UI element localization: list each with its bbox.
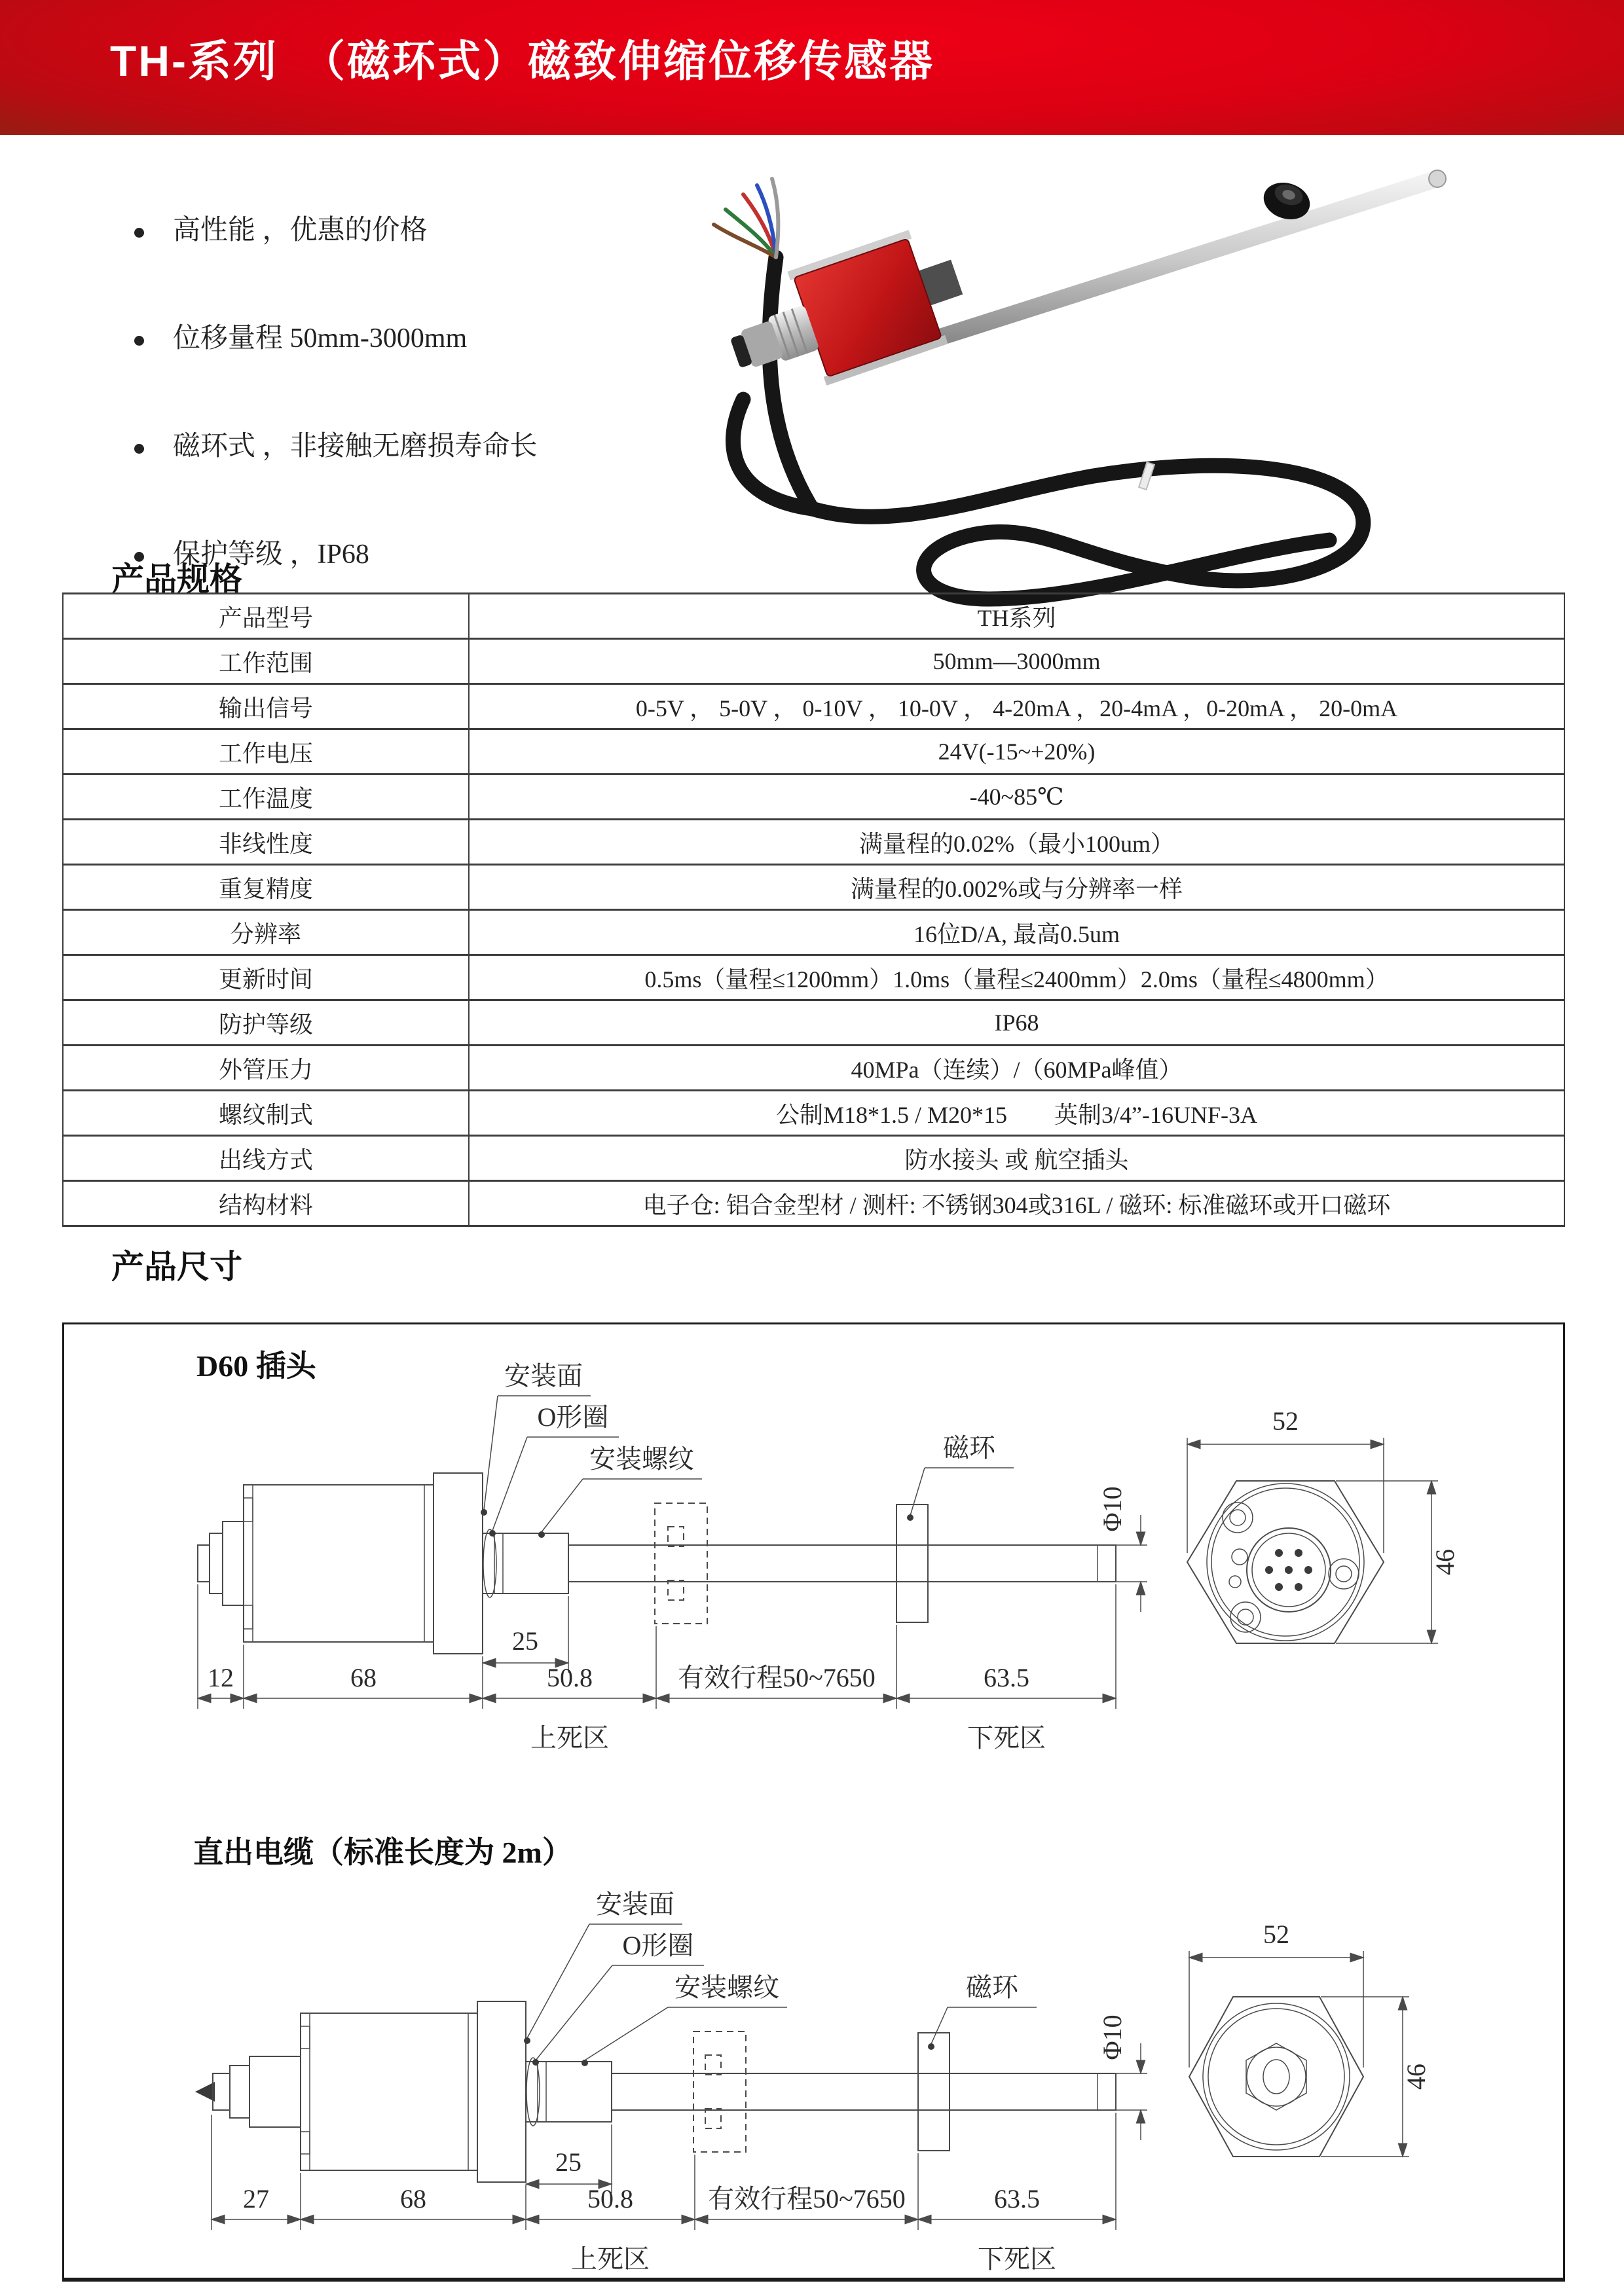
spec-label: 非线性度 <box>63 820 469 865</box>
specs-table <box>62 592 1565 1227</box>
dim-phi10 <box>1098 2014 1147 2140</box>
dim-25: 25 <box>512 1626 538 1656</box>
spec-label: 工作电压 <box>63 729 469 774</box>
spec-label: 出线方式 <box>63 1136 469 1181</box>
dim-52: 52 <box>1263 1920 1289 1949</box>
spec-value: 满量程的0.02%（最小100um） <box>469 820 1564 865</box>
label-mount-face: 安装面 <box>504 1361 583 1391</box>
dim-12: 12 <box>208 1663 234 1692</box>
leader-labels <box>481 1361 1014 1538</box>
feature-text: 保护等级 ，IP68 <box>173 539 369 570</box>
spec-label: 产品型号 <box>63 594 469 639</box>
connector-face <box>1229 1528 1331 1612</box>
table-row <box>63 820 1564 865</box>
spec-label: 更新时间 <box>63 955 469 1000</box>
spec-value: 公制M18*1.5 / M20*15 英制3/4”-16UNF-3A <box>469 1091 1564 1136</box>
spec-label: 工作范围 <box>63 639 469 684</box>
table-row <box>63 865 1564 910</box>
spec-value: 16位D/A, 最高0.5um <box>469 910 1564 955</box>
dim-25: 25 <box>555 2147 581 2177</box>
table-row <box>63 684 1564 729</box>
dims-heading: 产品尺寸 <box>111 1248 242 1285</box>
dim-68: 68 <box>350 1663 377 1692</box>
spec-value: 40MPa（连续）/（60MPa峰值） <box>469 1046 1564 1091</box>
bullet-icon <box>134 228 144 238</box>
dim-68: 68 <box>400 2184 426 2214</box>
table-row <box>63 1136 1564 1181</box>
label-magnet: 磁环 <box>943 1433 995 1463</box>
end-view-hex <box>1189 1920 1431 2157</box>
feature-item <box>134 208 428 247</box>
label-upper-deadzone: 上死区 <box>571 2244 650 2274</box>
table-row <box>63 955 1564 1000</box>
spec-value: 24V(-15~+20%) <box>469 729 1564 774</box>
table-row <box>63 729 1564 774</box>
dim-52: 52 <box>1272 1406 1299 1436</box>
table-row <box>63 1181 1564 1226</box>
dim-50-8: 50.8 <box>547 1663 593 1692</box>
bullet-icon <box>134 336 144 346</box>
side-view <box>195 2001 1116 2182</box>
table-row <box>63 910 1564 955</box>
specs-heading: 产品规格 <box>111 561 242 598</box>
table-row <box>63 1000 1564 1046</box>
label-o-ring: O形圈 <box>622 1931 694 1960</box>
table-row <box>63 1046 1564 1091</box>
header-banner <box>0 0 1624 135</box>
spec-value: 防水接头 或 航空插头 <box>469 1136 1564 1181</box>
feature-text: 位移量程 50mm-3000mm <box>173 323 468 354</box>
end-view-d60 <box>1187 1406 1460 1643</box>
label-mount-face: 安装面 <box>596 1889 674 1919</box>
label-mount-thread: 安装螺纹 <box>674 1973 779 2002</box>
sensor-body <box>716 220 976 410</box>
open-magnet-ring <box>693 2032 746 2152</box>
drawing2-title: 直出电缆（标准长度为 2m） <box>193 1836 572 1869</box>
table-row <box>63 639 1564 684</box>
d60-drawing <box>65 1322 1559 1781</box>
feature-text: 高性能 ，优惠的价格 <box>173 215 428 246</box>
dim-63-5: 63.5 <box>994 2184 1040 2214</box>
table-row <box>63 1091 1564 1136</box>
bottom-dimensions <box>198 1584 1116 1753</box>
label-lower-deadzone: 下死区 <box>967 1723 1046 1753</box>
sensor-rod <box>930 170 1446 340</box>
magnet-ring-outline <box>896 1504 928 1622</box>
dim-50-8: 50.8 <box>587 2184 633 2214</box>
spec-label: 输出信号 <box>63 684 469 729</box>
dim-27: 27 <box>243 2184 269 2214</box>
feature-text: 磁环式 ，非接触无磨损寿命长 <box>173 431 538 462</box>
dim-46: 46 <box>1401 2064 1431 2090</box>
spec-value: 50mm—3000mm <box>469 639 1564 684</box>
spec-label: 重复精度 <box>63 865 469 910</box>
center-nut <box>1246 2043 1306 2110</box>
spec-value: 满量程的0.002%或与分辨率一样 <box>469 865 1564 910</box>
magnet-ring-outline <box>918 2033 950 2151</box>
bullet-icon <box>134 444 144 454</box>
table-row <box>63 594 1564 639</box>
spec-label: 结构材料 <box>63 1181 469 1226</box>
dim-63-5: 63.5 <box>984 1663 1029 1692</box>
spec-value: 0.5ms（量程≤1200mm）1.0ms（量程≤2400mm）2.0ms（量程≤4800mm） <box>469 955 1564 1000</box>
feature-item <box>134 316 467 355</box>
svg-text:Φ10: Φ10 <box>1098 2014 1127 2060</box>
leader-labels <box>524 1889 1037 2066</box>
spec-label: 螺纹制式 <box>63 1091 469 1136</box>
svg-text:Φ10: Φ10 <box>1098 1486 1127 1532</box>
label-o-ring: O形圈 <box>537 1402 609 1432</box>
page-title: TH-系列 （磁环式）磁致伸缩位移传感器 <box>110 37 934 85</box>
label-upper-deadzone: 上死区 <box>530 1723 609 1753</box>
spec-label: 分辨率 <box>63 910 469 955</box>
drawing1-title: D60 插头 <box>196 1349 316 1383</box>
open-magnet-ring <box>655 1503 707 1624</box>
dim-phi10 <box>1098 1486 1147 1612</box>
stripped-wires <box>714 179 778 257</box>
spec-value: -40~85℃ <box>469 774 1564 820</box>
table-row <box>63 774 1564 820</box>
spec-label: 防护等级 <box>63 1000 469 1046</box>
feature-item <box>134 424 538 464</box>
dim-46: 46 <box>1430 1549 1460 1575</box>
bottom-dimensions <box>212 2113 1116 2274</box>
product-photo <box>622 141 1506 560</box>
spec-label: 外管压力 <box>63 1046 469 1091</box>
label-lower-deadzone: 下死区 <box>978 2244 1056 2274</box>
spec-value: 电子仓: 铝合金型材 / 测杆: 不锈钢304或316L / 磁环: 标准磁环或开口磁环 <box>469 1181 1564 1226</box>
spec-value: TH系列 <box>469 594 1564 639</box>
dim-stroke: 有效行程50~7650 <box>678 1663 876 1692</box>
spec-label: 工作温度 <box>63 774 469 820</box>
label-mount-thread: 安装螺纹 <box>589 1444 694 1474</box>
cable-drawing <box>65 1879 1559 2285</box>
side-view <box>198 1473 1116 1654</box>
spec-value: 0-5V ， 5-0V ， 0-10V ， 10-0V ， 4-20mA ，20-4mA ，0-20mA ， 20-0mA <box>469 684 1564 729</box>
dim-stroke: 有效行程50~7650 <box>708 2184 906 2214</box>
label-magnet: 磁环 <box>966 1973 1018 2002</box>
spec-value: IP68 <box>469 1000 1564 1046</box>
